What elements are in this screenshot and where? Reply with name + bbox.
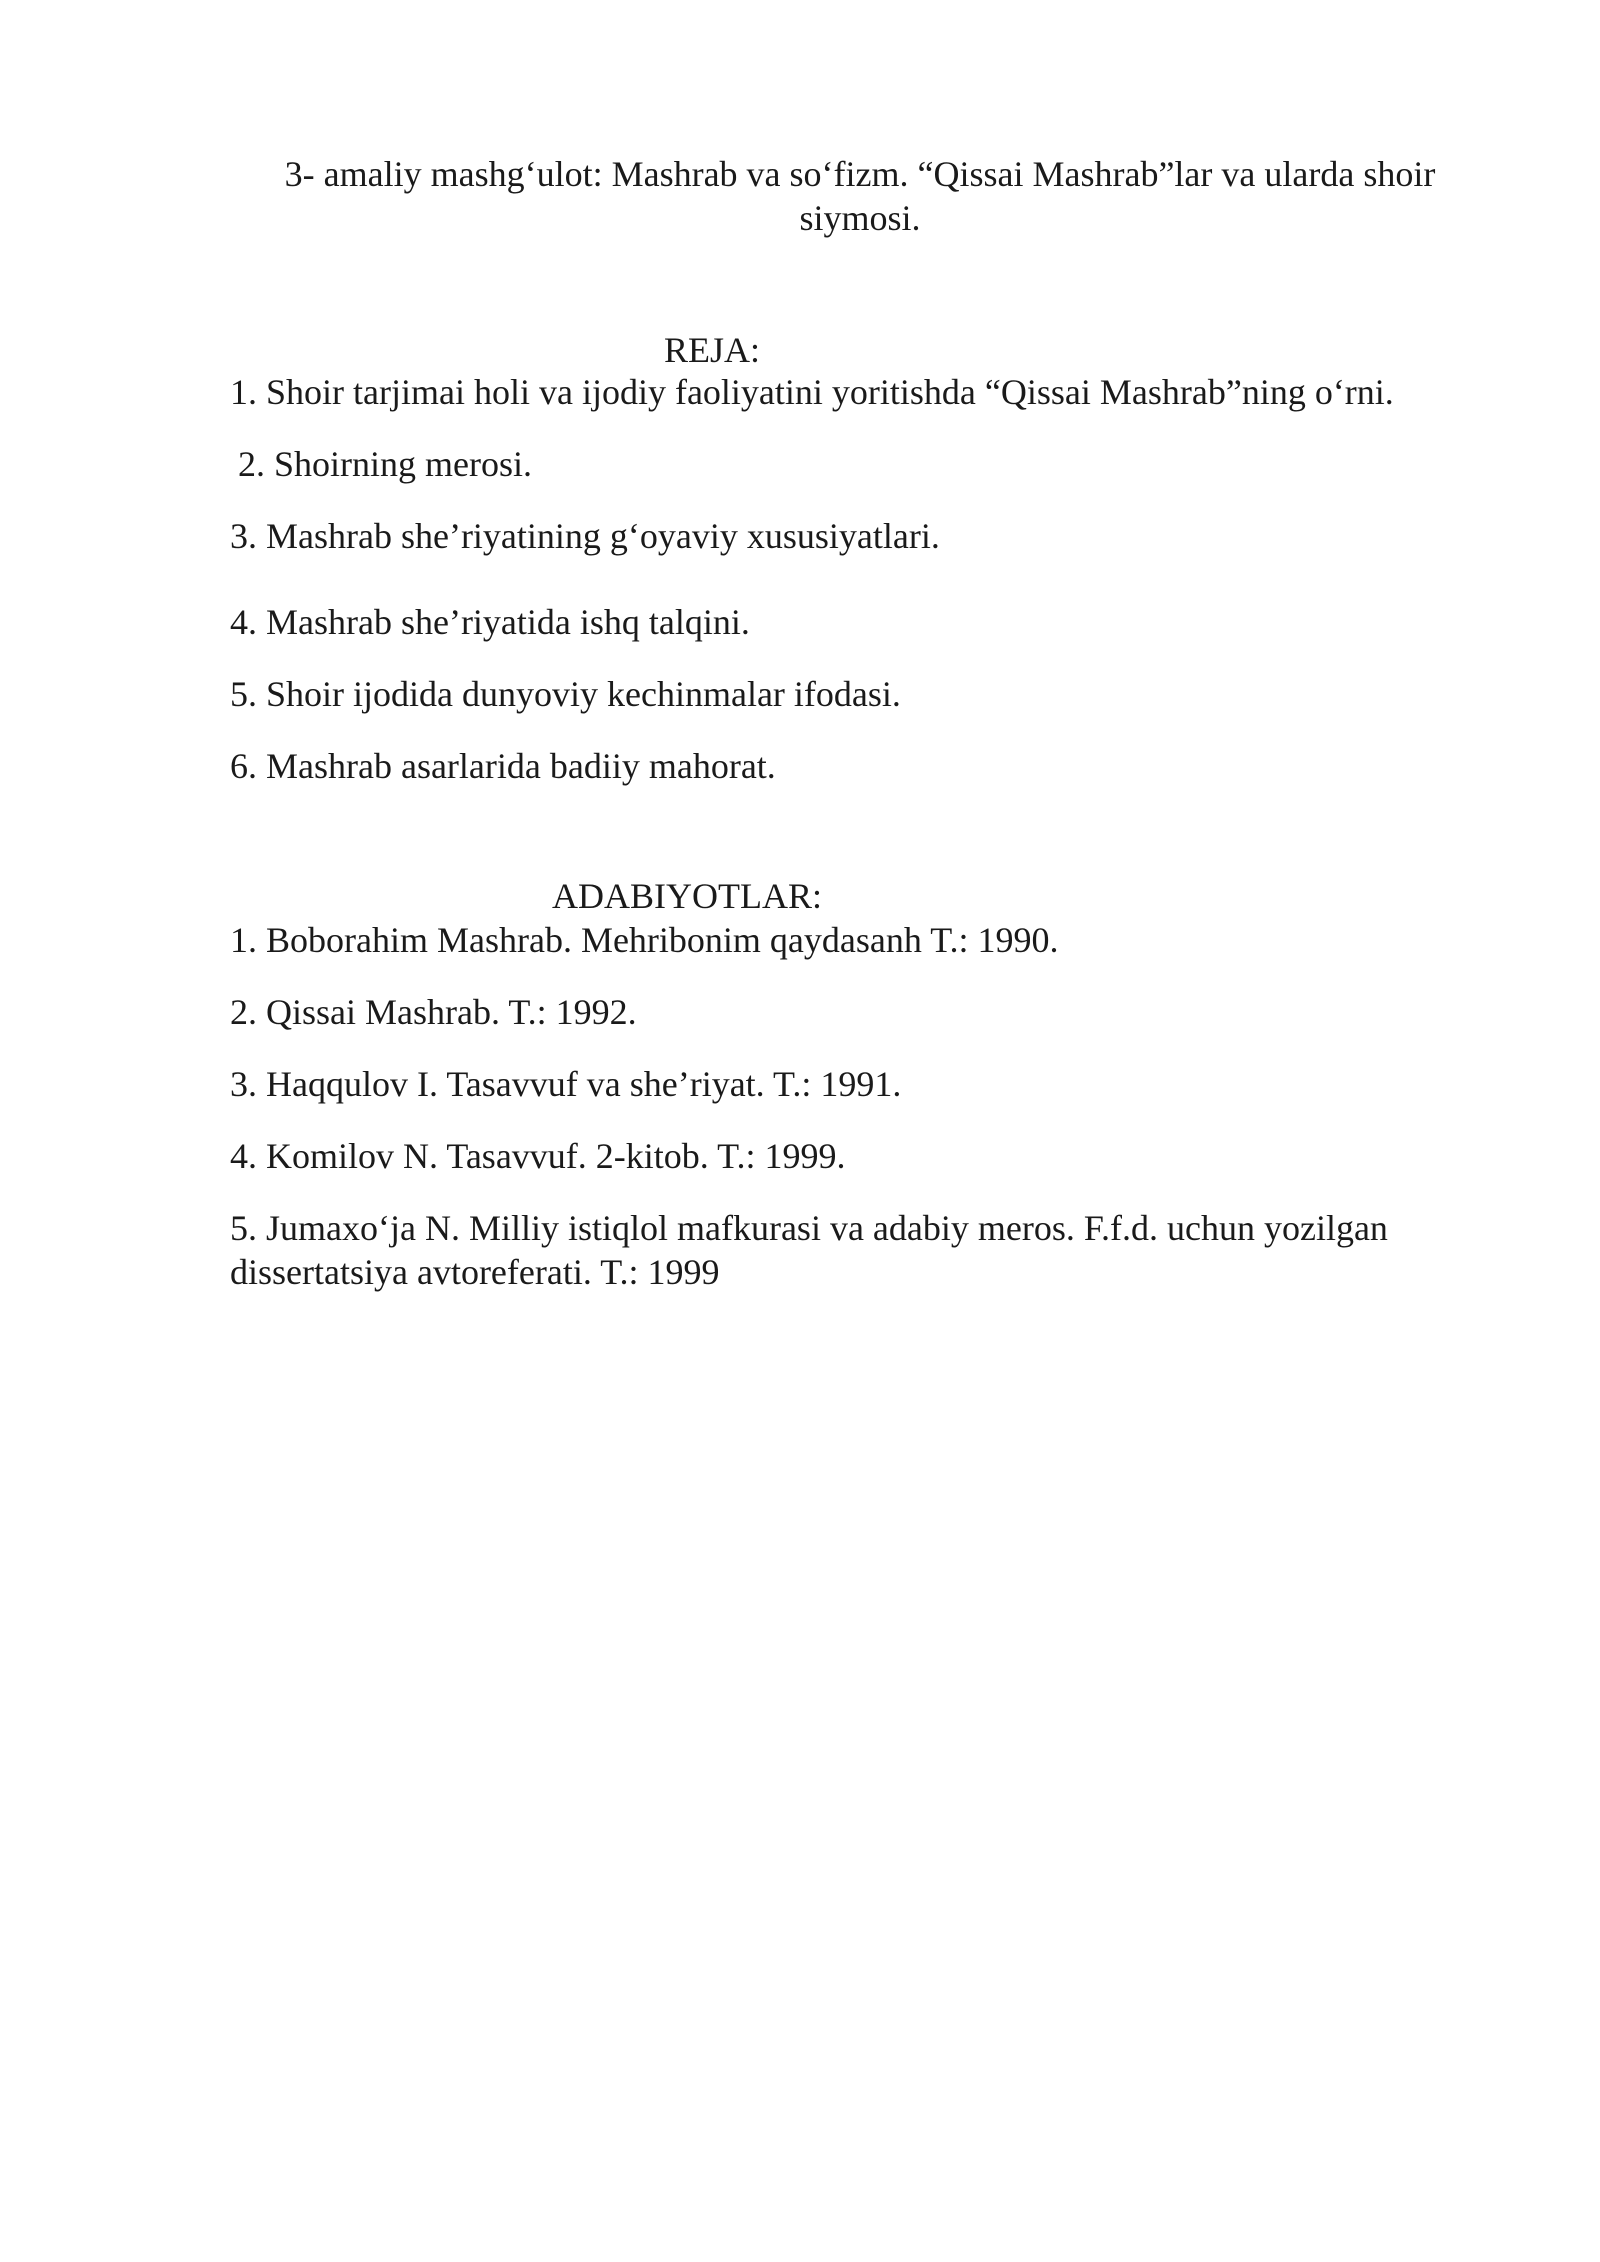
literature-item-3: 3. Haqqulov I. Tasavvuf va she’riyat. T.: 1991. [230, 1064, 902, 1104]
plan-item-5: 5. Shoir ijodida dunyoviy kechinmalar ifodasi. [230, 674, 901, 714]
literature-item-2: 2. Qissai Mashrab. T.: 1992. [230, 992, 637, 1032]
plan-item-4: 4. Mashrab she’riyatida ishq talqini. [230, 602, 750, 642]
plan-item-1: 1. Shoir tarjimai holi va ijodiy faoliyatini yoritishda “Qissai Mashrab”ning o‘rni. [230, 372, 1394, 412]
plan-item-2: 2. Shoirning merosi. [238, 444, 532, 484]
plan-item-3: 3. Mashrab she’riyatining g‘oyaviy xususiyatlari. [230, 516, 940, 556]
literature-item-4: 4. Komilov N. Tasavvuf. 2-kitob. T.: 1999. [230, 1136, 846, 1176]
literature-item-5: 5. Jumaxo‘ja N. Milliy istiqlol mafkurasi va adabiy meros. F.f.d. uchun yozilgan dissertatsiya avtoreferati. T.: 1999 [230, 1208, 1388, 1292]
plan-item-6: 6. Mashrab asarlarida badiiy mahorat. [230, 746, 776, 786]
document-title: 3- amaliy mashg‘ulot: Mashrab va so‘fizm. “Qissai Mashrab”lar va ularda shoir siymosi. [284, 154, 1436, 238]
literature-item-1: 1. Boborahim Mashrab. Mehribonim qaydasanh T.: 1990. [230, 920, 1059, 960]
plan-heading: REJA: [664, 330, 761, 370]
literature-heading: ADABIYOTLAR: [552, 876, 822, 916]
